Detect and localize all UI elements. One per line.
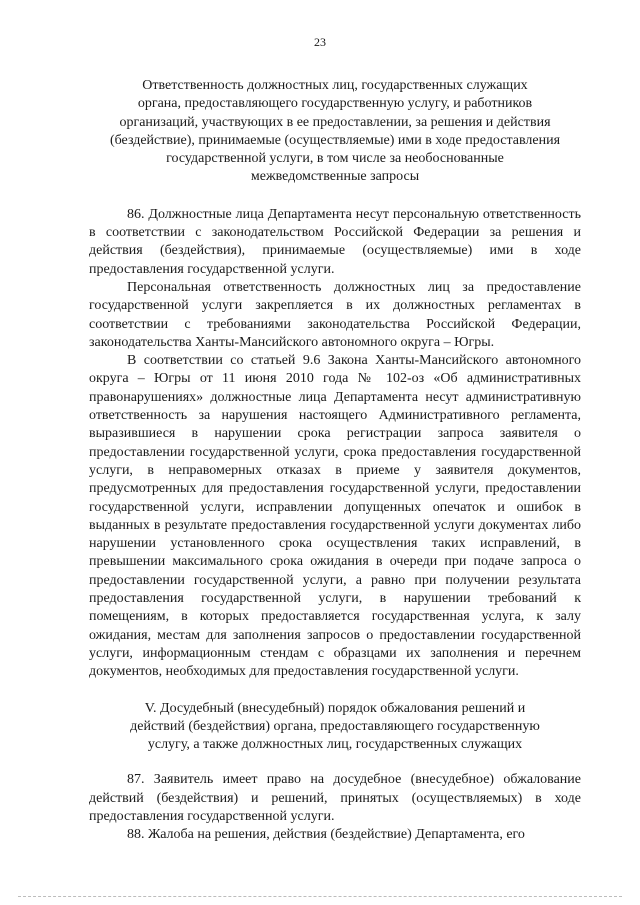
page-bottom-rule (18, 896, 622, 897)
heading-line: межведомственные запросы (250, 169, 420, 185)
section-heading-v (89, 700, 581, 755)
heading-line: действий (бездействия) органа, предоставляющего государственную (130, 718, 540, 734)
heading-line: органа, предоставляющего государственную услугу, и работников (137, 96, 533, 112)
heading-line: услугу, а также должностных лиц, государственных служащих (147, 737, 523, 753)
heading-line: (бездействие), принимаемые (осуществляемые) ими в ходе предоставления (109, 132, 561, 148)
heading-line: государственной услуги, в том числе за необоснованные (166, 151, 504, 167)
paragraph-88: 88. Жалоба на решения, действия (бездействие) Департамента, его (127, 827, 525, 843)
paragraph-personal-responsibility: Персональная ответственность должностных лиц за предоставление государственной услуги закрепляется в их должностных регламентах в соответствии с требованиями законодательства Российской Федерации, законодательства Ханты-Мансийского автономного округа – Югры. (89, 279, 581, 350)
heading-line: V. Досудебный (внесудебный) порядок обжалования решений и (144, 700, 526, 716)
paragraph-administrative-responsibility: В соответствии со статьей 9.6 Закона Ханты-Мансийского автономного округа – Югры от 11 июня 2010 года № 102-оз «Об административных правонарушениях» должностные лица Департамента несут административную ответственность за нарушения настоящего Административного регламента, выразившиеся в нарушении срока регистрации запроса заявителя о предоставлении государственной услуги, срока предоставления государственной услуги, в неправомерных отказах в приеме у заявителя документов, предусмотренных для предоставления государственной услуги, предоставлении государственной услуги, исправлении допущенных опечаток и ошибок в выданных в результате предоставления государственной услуги документах либо нарушении установленного срока осуществления таких исправлений, в превышении максимального срока ожидания в очереди при подаче запроса о предоставлении государственной услуги, а равно при получении результата предоставления государственной услуги, в нарушении требований к помещениям, в которых предоставляется государственная услуга, к залу ожидания, местам для заполнения запросов о предоставлении государственной услуги, информационным стендам с образцами их заполнения и перечнем документов, необходимых для предоставления государственной услуги. (89, 353, 581, 680)
paragraph-86: 86. Должностные лица Департамента несут персональную ответственность в соответствии с законодательством Российской Федерации за решения и действия (бездействия), принимаемые (осуществляемые) ими в ходе предоставления государственной услуги. (89, 206, 581, 277)
page-number: 23 (314, 35, 326, 49)
paragraph-87: 87. Заявитель имеет право на досудебное (внесудебное) обжалование действий (бездействия) и решений, принятых (осуществляемых) в ходе предоставления государственной услуги. (89, 772, 581, 824)
heading-line: Ответственность должностных лиц, государственных служащих (142, 78, 528, 93)
section-heading-responsibility (89, 77, 581, 187)
document-body (89, 77, 581, 845)
heading-line: организаций, участвующих в ее предоставлении, за решения и действия (119, 114, 551, 130)
